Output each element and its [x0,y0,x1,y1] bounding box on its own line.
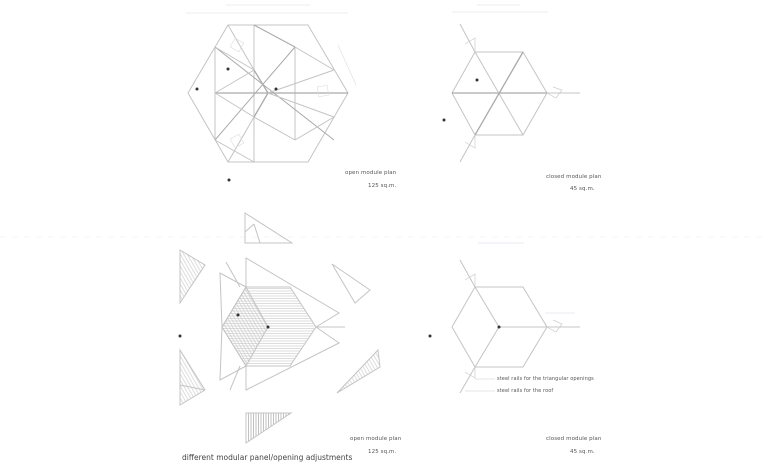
figure-caption: different modular panel/opening adjustments [182,453,353,462]
closed-module-plan-top [452,5,580,162]
level-markers-bottom-right [429,326,501,338]
panel-title-bottom-right: closed module plan [546,436,602,442]
open-module-plan-top [186,5,356,162]
panel-area-bottom-left: 125 sq.m. [368,449,397,455]
annotation-roof-rails: steel rails for the roof [497,388,554,394]
level-markers-top-right [443,79,479,122]
panel-title-top-right: closed module plan [546,174,602,180]
panel-area-top-left: 125 sq.m. [368,183,397,189]
open-module-plan-bottom [180,213,380,443]
annotation-triangular-rails: steel rails for the triangular openings [497,376,594,382]
panel-area-top-right: 45 sq.m. [570,186,595,192]
closed-module-plan-bottom [452,243,580,393]
panel-area-bottom-right: 45 sq.m. [570,449,595,455]
level-markers-top-left [196,68,278,182]
panel-title-top-left: open module plan [345,170,397,176]
panel-title-bottom-left: open module plan [350,436,402,442]
